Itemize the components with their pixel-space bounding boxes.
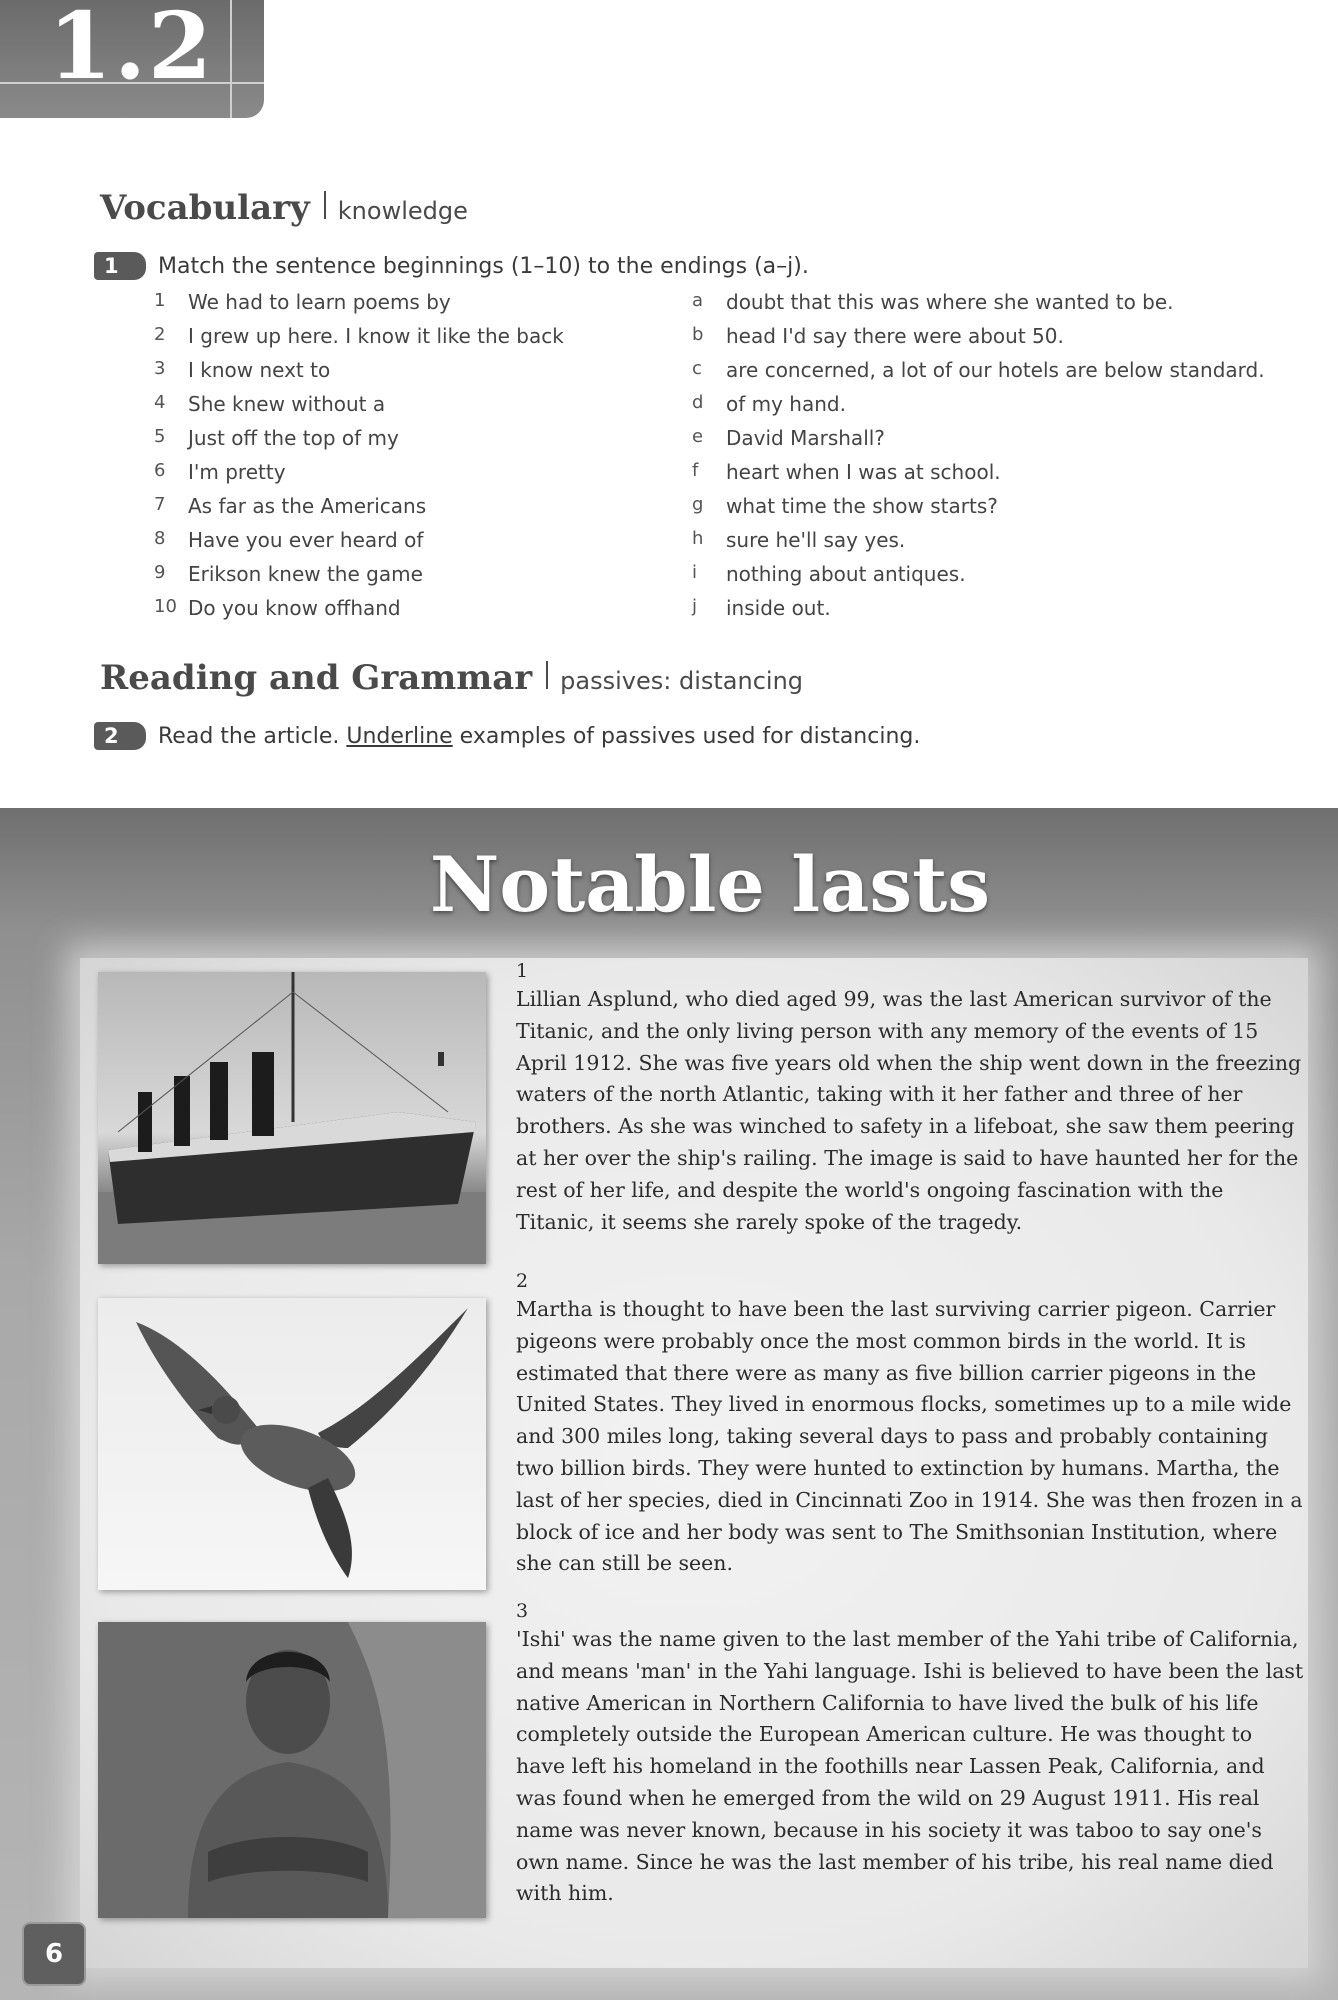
beginning-item: 2 I grew up here. I know it like the back	[154, 324, 564, 348]
section-title: Vocabulary	[100, 188, 310, 228]
story-1	[516, 958, 1306, 1238]
story-text: 'Ishi' was the name given to the last member of the Yahi tribe of California, and means 'man' in the Yahi language. Ishi is believed to have been the last native American in Northern California to have lived the bulk of his life completely outside the European American culture. He was thought to have left his homeland in the foothills near Lassen Peak, California, and was found when he emerged from the wild on 29 August 1911. His real name was never known, because in his society it was taboo to say one's own name. Since he was the last member of his tribe, his real name died with him.	[516, 1627, 1304, 1906]
story-number: 1	[516, 960, 529, 982]
ending-item: h sure he'll say yes.	[692, 528, 906, 552]
ending-item: j inside out.	[692, 596, 831, 620]
instruction-text: Match the sentence beginnings (1–10) to the endings (a–j).	[158, 253, 809, 279]
reading-grammar-heading	[100, 658, 803, 698]
heading-divider	[546, 661, 548, 689]
exercise-number-badge: 1	[94, 252, 146, 280]
titanic-ship-illustration	[98, 972, 486, 1264]
carrier-pigeon-photo	[98, 1298, 486, 1590]
instruction-text: Read the article. Underline examples of passives used for distancing.	[158, 723, 921, 749]
ending-item: a doubt that this was where she wanted to be.	[692, 290, 1174, 314]
ending-item: c are concerned, a lot of our hotels are below standard.	[692, 358, 1265, 382]
ishi-portrait-photo	[98, 1622, 486, 1918]
story-text: Martha is thought to have been the last surviving carrier pigeon. Carrier pigeons were probably once the most common birds in the world. It is estimated that there were as many as five billion carrier pigeons in the United States. They lived in enormous flocks, sometimes up to a mile wide and 300 miles long, taking several days to pass and probably containing two billion birds. They were hunted to extinction by humans. Martha, the last of her species, died in Cincinnati Zoo in 1914. She was then frozen in a block of ice and her body was sent to The Smithsonian Institution, where she can still be seen.	[516, 1297, 1303, 1576]
beginning-item: 9 Erikson knew the game	[154, 562, 423, 586]
ishi-portrait-illustration	[98, 1622, 486, 1918]
underline-word: Underline	[346, 723, 453, 749]
heading-divider	[324, 191, 326, 219]
beginning-item: 10 Do you know offhand	[154, 596, 401, 620]
section-title: Reading and Grammar	[100, 658, 533, 698]
story-number: 2	[516, 1270, 529, 1292]
exercise-number-badge: 2	[94, 722, 146, 750]
ending-item: d of my hand.	[692, 392, 846, 416]
ending-item: b head I'd say there were about 50.	[692, 324, 1064, 348]
unit-number: 1.2	[48, 0, 215, 100]
section-subtitle: passives: distancing	[560, 667, 804, 695]
article-panel	[80, 958, 1308, 1968]
beginning-item: 1 We had to learn poems by	[154, 290, 451, 314]
ending-item: e David Marshall?	[692, 426, 885, 450]
beginning-item: 5 Just off the top of my	[154, 426, 399, 450]
article-title: Notable lasts	[429, 840, 991, 929]
beginning-item: 4 She knew without a	[154, 392, 386, 416]
pigeon-illustration	[98, 1298, 486, 1590]
beginning-item: 6 I'm pretty	[154, 460, 286, 484]
ending-item: f heart when I was at school.	[692, 460, 1001, 484]
titanic-ship-photo	[98, 972, 486, 1264]
ending-item: g what time the show starts?	[692, 494, 998, 518]
beginning-item: 8 Have you ever heard of	[154, 528, 424, 552]
tab-divider	[230, 0, 232, 118]
exercise-2-instruction	[94, 722, 920, 750]
section-subtitle: knowledge	[337, 197, 468, 225]
article-section	[0, 808, 1338, 2000]
ending-item: i nothing about antiques.	[692, 562, 966, 586]
story-2	[516, 1268, 1306, 1580]
beginning-item: 3 I know next to	[154, 358, 331, 382]
exercise-1-instruction	[94, 252, 809, 280]
vocabulary-heading	[100, 188, 468, 228]
story-text: Lillian Asplund, who died aged 99, was the last American survivor of the Titanic, and the only living person with any memory of the events of 15 April 1912. She was five years old when the ship went down in the freezing waters of the north Atlantic, taking with it her father and three of her brothers. As she was winched to safety in a lifeboat, she saw them peering at her over the ship's railing. The image is said to have haunted her for the rest of her life, and despite the world's ongoing fascination with the Titanic, it seems she rarely spoke of the tragedy.	[516, 987, 1302, 1234]
unit-tab	[0, 0, 264, 118]
story-number: 3	[516, 1600, 529, 1622]
beginning-item: 7 As far as the Americans	[154, 494, 427, 518]
page-number: 6	[22, 1922, 86, 1986]
story-3	[516, 1598, 1306, 1910]
